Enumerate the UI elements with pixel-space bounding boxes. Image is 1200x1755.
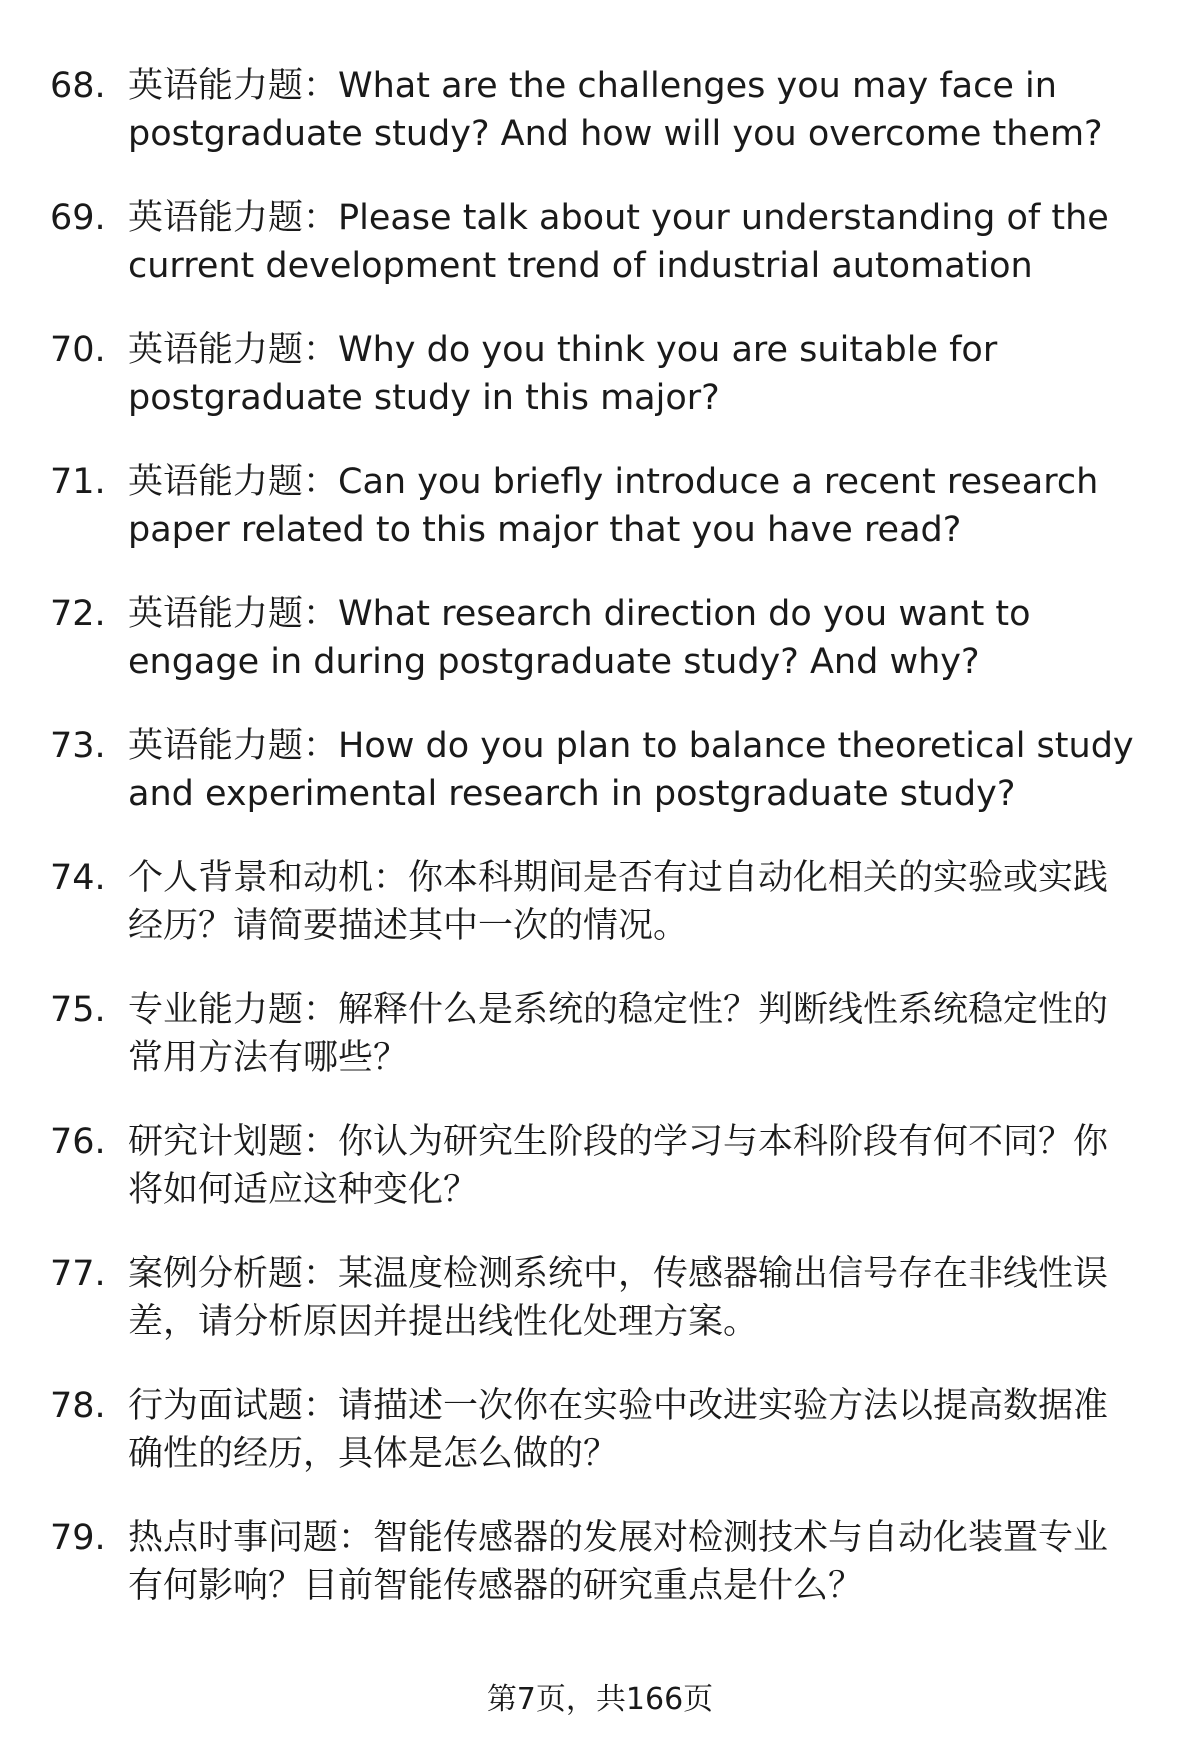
- question-text: 个人背景和动机：你本科期间是否有过自动化相关的实验或实践经历？请简要描述其中一次的情况。: [128, 858, 1109, 946]
- question-text: 专业能力题：解释什么是系统的稳定性？判断线性系统稳定性的常用方法有哪些？: [128, 990, 1109, 1078]
- question-item: [50, 194, 1140, 326]
- question-item: [50, 458, 1140, 590]
- question-text: 英语能力题：Can you briefly introduce a recent research paper related to this major that you have read?: [128, 462, 1099, 550]
- question-text: 英语能力题：What research direction do you want to engage in during postgraduate study? And why?: [128, 594, 1031, 682]
- question-number: 79.: [50, 1518, 106, 1558]
- question-text: 热点时事问题：智能传感器的发展对检测技术与自动化装置专业有何影响？目前智能传感器的研究重点是什么？: [128, 1518, 1109, 1606]
- question-number: 73.: [50, 726, 106, 766]
- question-item: [50, 590, 1140, 722]
- question-item: [50, 722, 1140, 854]
- question-number: 68.: [50, 66, 106, 106]
- question-text: 英语能力题：Please talk about your understanding of the current development trend of industrial automation: [128, 198, 1109, 286]
- question-text: 英语能力题：How do you plan to balance theoretical study and experimental research in postgraduate study?: [128, 726, 1134, 814]
- question-text: 英语能力题：What are the challenges you may face in postgraduate study? And how will you overcome them?: [128, 66, 1103, 154]
- question-item: [50, 1250, 1140, 1382]
- question-number: 70.: [50, 330, 106, 370]
- question-item: [50, 62, 1140, 194]
- question-number: 77.: [50, 1254, 106, 1294]
- question-text: 案例分析题：某温度检测系统中，传感器输出信号存在非线性误差，请分析原因并提出线性化处理方案。: [128, 1254, 1109, 1342]
- question-item: [50, 1514, 1140, 1646]
- question-text: 行为面试题：请描述一次你在实验中改进实验方法以提高数据准确性的经历，具体是怎么做的？: [128, 1386, 1109, 1474]
- question-item: [50, 854, 1140, 986]
- question-item: [50, 326, 1140, 458]
- question-number: 69.: [50, 198, 106, 238]
- question-item: [50, 1382, 1140, 1514]
- question-number: 78.: [50, 1386, 106, 1426]
- page-footer: 第7页，共166页: [486, 1682, 714, 1717]
- question-item: [50, 1118, 1140, 1250]
- question-number: 71.: [50, 462, 106, 502]
- question-text: 研究计划题：你认为研究生阶段的学习与本科阶段有何不同？你将如何适应这种变化？: [128, 1122, 1109, 1210]
- question-number: 75.: [50, 990, 106, 1030]
- question-number: 72.: [50, 594, 106, 634]
- question-number: 76.: [50, 1122, 106, 1162]
- question-item: [50, 986, 1140, 1118]
- question-list: [50, 62, 1140, 1646]
- question-number: 74.: [50, 858, 106, 898]
- question-text: 英语能力题：Why do you think you are suitable for postgraduate study in this major?: [128, 330, 998, 418]
